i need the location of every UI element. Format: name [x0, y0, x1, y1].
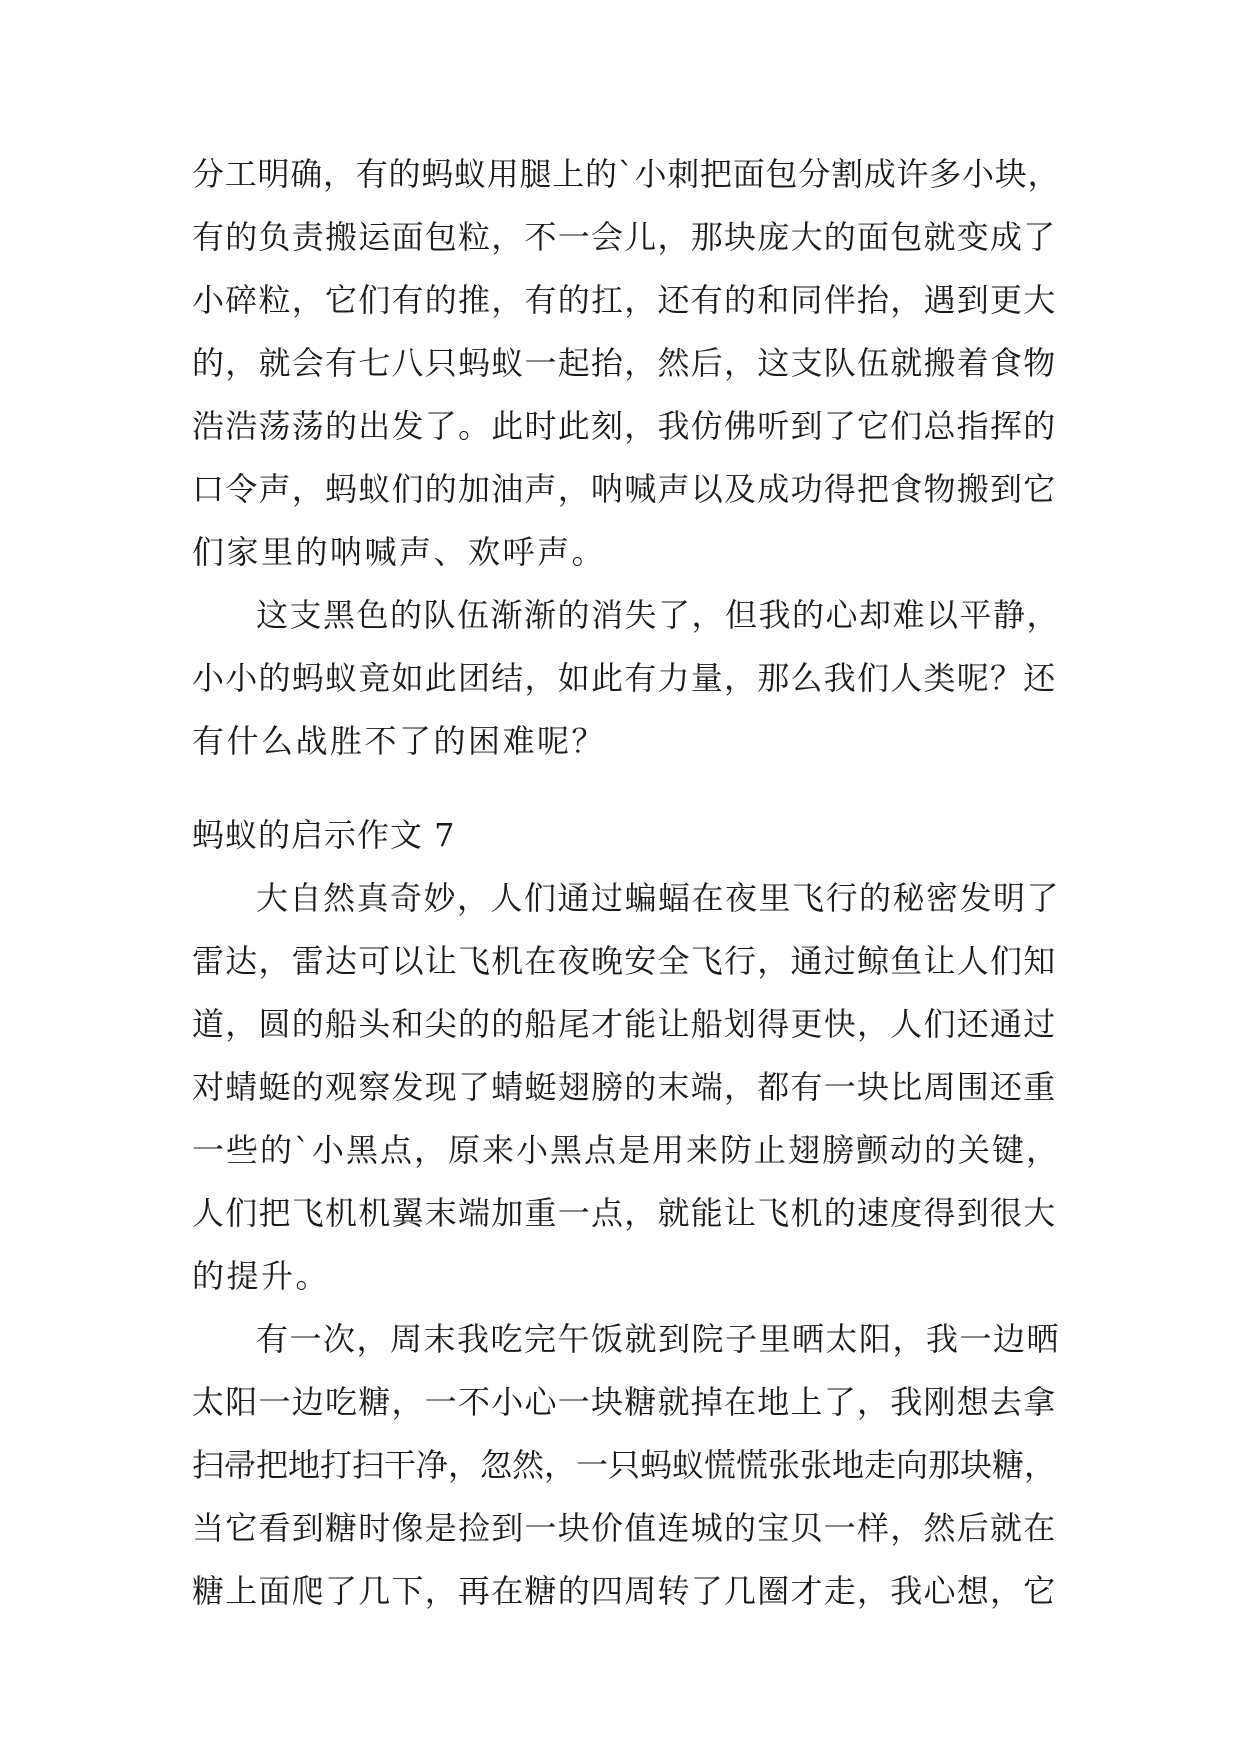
paragraph-line: 人们把飞机机翼末端加重一点，就能让飞机的速度得到很大 — [192, 1194, 1057, 1232]
paragraph-line: 当它看到糖时像是捡到一块价值连城的宝贝一样，然后就在 — [192, 1509, 1057, 1547]
paragraph-line: 道，圆的船头和尖的的船尾才能让船划得更快，人们还通过 — [192, 1005, 1057, 1043]
paragraph-line: 小小的蚂蚁竟如此团结，如此有力量，那么我们人类呢？还 — [192, 659, 1057, 697]
paragraph-line: 对蜻蜓的观察发现了蜻蜓翅膀的末端，都有一块比周围还重 — [192, 1068, 1057, 1106]
paragraph-line: 糖上面爬了几下，再在糖的四周转了几圈才走，我心想，它 — [192, 1572, 1057, 1610]
paragraph-line: 有一次，周末我吃完午饭就到院子里晒太阳，我一边晒 — [256, 1320, 1061, 1358]
paragraph-line: 小碎粒，它们有的推，有的扛，还有的和同伴抬，遇到更大 — [192, 281, 1057, 319]
paragraph-line: 的提升。 — [192, 1257, 331, 1295]
paragraph-line: 太阳一边吃糖，一不小心一块糖就掉在地上了，我刚想去拿 — [192, 1383, 1057, 1421]
paragraph-line: 浩浩荡荡的出发了。此时此刻，我仿佛听到了它们总指挥的 — [192, 407, 1057, 445]
paragraph-line: 们家里的呐喊声、欢呼声。 — [192, 533, 607, 571]
paragraph-line: 一些的`小黑点，原来小黑点是用来防止翅膀颤动的关键， — [192, 1131, 1061, 1169]
paragraph-line: 有的负责搬运面包粒，不一会儿，那块庞大的面包就变成了 — [192, 218, 1057, 256]
paragraph-line: 扫帚把地打扫干净，忽然，一只蚂蚁慌慌张张地走向那块糖， — [192, 1446, 1057, 1484]
paragraph-line: 口令声，蚂蚁们的加油声，呐喊声以及成功得把食物搬到它 — [192, 470, 1057, 508]
paragraph-line: 的，就会有七八只蚂蚁一起抬，然后，这支队伍就搬着食物 — [192, 344, 1057, 382]
paragraph-line: 雷达，雷达可以让飞机在夜晚安全飞行，通过鲸鱼让人们知 — [192, 942, 1057, 980]
paragraph-line: 大自然真奇妙，人们通过蝙蝠在夜里飞行的秘密发明了 — [256, 879, 1061, 917]
paragraph-line: 分工明确，有的蚂蚁用腿上的`小刺把面包分割成许多小块， — [192, 155, 1061, 193]
paragraph-line: 有什么战胜不了的困难呢？ — [192, 722, 607, 760]
section-title: 蚂蚁的启示作文 7 — [192, 816, 456, 854]
paragraph-line: 这支黑色的队伍渐渐的消失了，但我的心却难以平静， — [256, 596, 1061, 634]
